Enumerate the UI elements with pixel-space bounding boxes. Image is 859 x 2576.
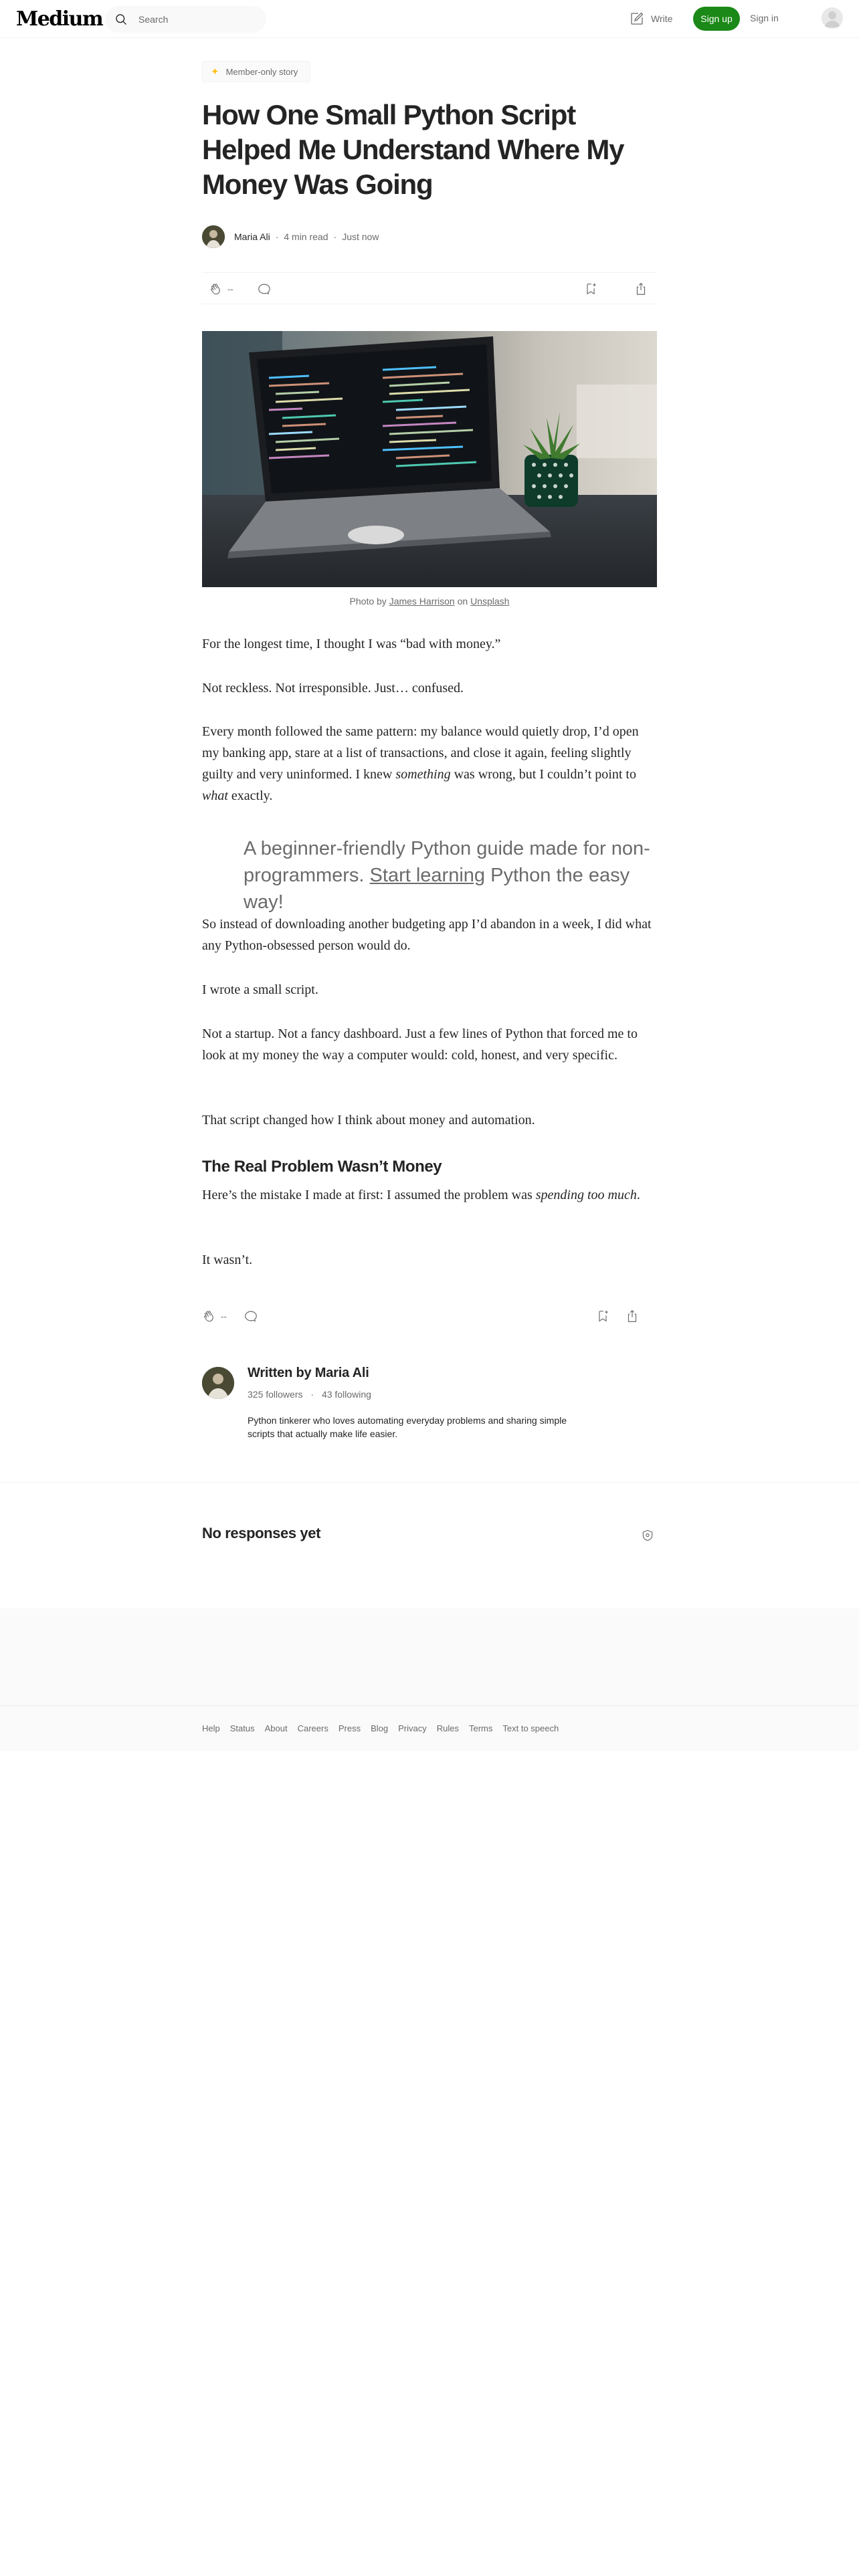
separator-dot: · <box>275 231 279 242</box>
star-icon: ✦ <box>211 66 219 78</box>
search-input[interactable] <box>105 6 266 33</box>
footer-links <box>202 1723 569 1733</box>
signup-button[interactable]: Sign up <box>693 7 740 31</box>
unsplash-link[interactable]: Unsplash <box>470 596 510 607</box>
author-bio: Python tinkerer who loves automating everyday problems and sharing simple scripts that actually make life easier. <box>248 1415 567 1439</box>
comment-button[interactable] <box>257 282 272 296</box>
paragraph: I wrote a small script. <box>202 982 318 997</box>
following-count[interactable]: 43 following <box>321 1389 371 1400</box>
byline <box>202 225 657 249</box>
author-stats <box>248 1389 371 1400</box>
section-heading: The Real Problem Wasn’t Money <box>202 1158 442 1176</box>
emphasis: something <box>395 767 451 782</box>
paragraph: That script changed how I think about money and automation. <box>202 1113 535 1128</box>
photographer-link[interactable]: James Harrison <box>389 596 455 607</box>
paragraph <box>202 721 657 807</box>
bookmark-button[interactable] <box>595 1309 610 1323</box>
search-icon <box>114 13 128 26</box>
clap-icon <box>209 282 223 296</box>
emphasis: what <box>202 788 228 803</box>
comment-icon <box>257 282 272 296</box>
paragraph-text: Every month followed the same pattern: my balance would quietly drop, I’d open my banking app, stare at a list of transactions, and close it again, feeling slightly guilty and very uninformed. I knew <box>202 724 639 782</box>
paragraph-text: exactly. <box>227 788 273 803</box>
bookmark-add-icon <box>583 282 598 296</box>
author-avatar[interactable] <box>202 225 225 248</box>
pull-quote-text: A beginner-friendly Python guide made for non-programmers. <box>244 838 650 886</box>
paragraph-text: Here’s the mistake I made at first: I assumed the problem was <box>202 1188 536 1202</box>
article-action-bar <box>202 272 657 304</box>
caption-middle: on <box>454 596 471 607</box>
publish-date: Just now <box>342 231 379 242</box>
clap-icon <box>202 1309 217 1323</box>
clap-count: -- <box>227 284 233 294</box>
footer-divider <box>0 1705 859 1706</box>
footer-link-blog[interactable]: Blog <box>371 1723 389 1733</box>
footer-link-about[interactable]: About <box>264 1723 288 1733</box>
footer-link-press[interactable]: Press <box>338 1723 361 1733</box>
paragraph-text: . <box>636 1188 640 1202</box>
emphasis: spending too much <box>535 1188 637 1202</box>
signin-link[interactable]: Sign in <box>750 13 779 23</box>
member-only-badge <box>202 61 310 82</box>
separator-dot: · <box>310 1389 314 1400</box>
comment-icon <box>244 1309 258 1323</box>
separator-dot: · <box>333 231 337 242</box>
paragraph: It wasn’t. <box>202 1253 253 1267</box>
comment-button[interactable] <box>244 1309 258 1323</box>
bookmark-add-icon <box>595 1309 610 1323</box>
image-caption <box>202 596 657 607</box>
clap-button[interactable] <box>209 282 233 296</box>
footer-link-careers[interactable]: Careers <box>297 1723 328 1733</box>
top-nav <box>0 0 859 38</box>
write-icon <box>629 11 645 27</box>
footer-link-privacy[interactable]: Privacy <box>398 1723 427 1733</box>
member-only-label: Member-only story <box>225 66 298 77</box>
shield-icon[interactable] <box>641 1529 654 1542</box>
paragraph: Not reckless. Not irresponsible. Just… confused. <box>202 681 464 695</box>
user-avatar-icon[interactable] <box>822 7 843 29</box>
pull-quote-text: Python the easy way! <box>244 865 630 913</box>
start-learning-link[interactable]: Start learning <box>369 865 486 886</box>
clap-count: -- <box>221 1311 227 1321</box>
share-icon <box>625 1309 640 1323</box>
paragraph: So instead of downloading another budgeting app I’d abandon in a week, I did what any Python-obsessed person would do. <box>202 917 652 953</box>
write-label: Write <box>651 13 673 24</box>
paragraph: Not a startup. Not a fancy dashboard. Just a few lines of Python that forced me to look at my money the way a computer would: cold, honest, and very specific. <box>202 1027 638 1063</box>
author-name[interactable]: Maria Ali <box>234 231 270 242</box>
footer-link-status[interactable]: Status <box>229 1723 255 1733</box>
share-icon <box>634 282 648 296</box>
responses-title: No responses yet <box>202 1525 321 1541</box>
paragraph <box>202 1184 657 1206</box>
hero-image <box>202 331 657 587</box>
footer-link-text-to-speech[interactable]: Text to speech <box>502 1723 559 1733</box>
followers-count[interactable]: 325 followers <box>248 1389 303 1400</box>
bookmark-button[interactable] <box>583 282 598 296</box>
section-divider <box>0 1482 859 1483</box>
clap-button[interactable] <box>202 1309 227 1323</box>
author-avatar[interactable] <box>202 1367 234 1399</box>
article-footer-actions <box>202 1303 657 1329</box>
search-placeholder: Search <box>138 14 169 25</box>
share-button[interactable] <box>634 282 648 296</box>
share-button[interactable] <box>625 1309 640 1323</box>
written-by-title[interactable]: Written by Maria Ali <box>248 1366 369 1380</box>
footer-link-rules[interactable]: Rules <box>436 1723 459 1733</box>
paragraph: For the longest time, I thought I was “bad with money.” <box>202 637 501 651</box>
paragraph-text: was wrong, but I couldn’t point to <box>450 767 636 782</box>
footer-link-terms[interactable]: Terms <box>468 1723 493 1733</box>
write-button[interactable] <box>629 10 672 27</box>
medium-logo[interactable]: Medium <box>16 7 103 31</box>
read-time: 4 min read <box>284 231 328 242</box>
caption-prefix: Photo by <box>349 596 389 607</box>
pull-quote <box>223 835 657 916</box>
footer-link-help[interactable]: Help <box>202 1723 220 1733</box>
article-title: How One Small Python Script Helped Me Understand Where My Money Was Going <box>202 99 624 200</box>
